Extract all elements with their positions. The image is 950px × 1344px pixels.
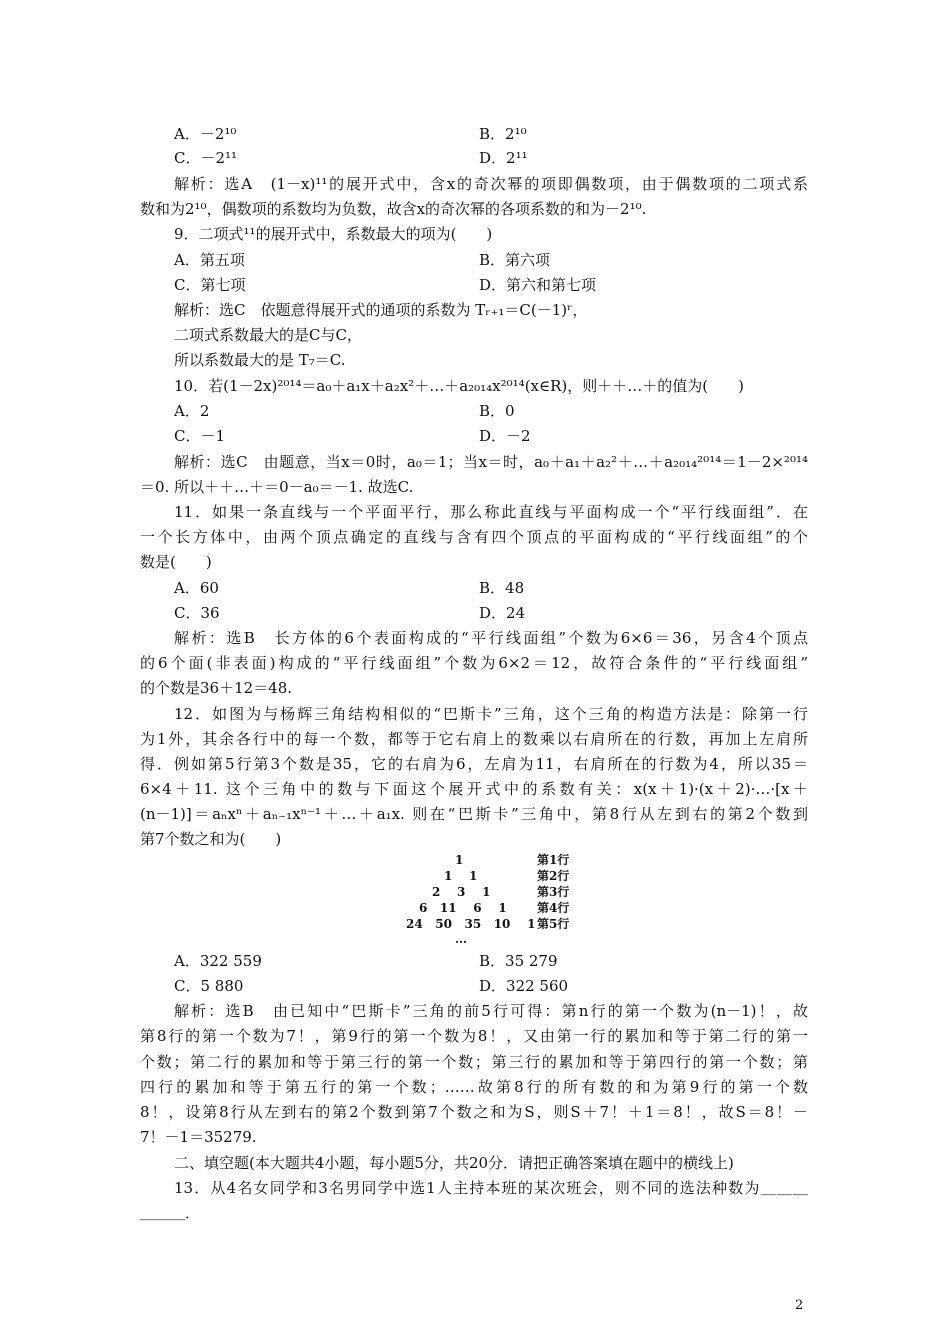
option-a: A．2 — [174, 402, 210, 420]
solution-text: 8！，设第8行从左到右的第2个数到第7个数之和为S，则S＋7！＋1＝8！，故S＝8！－ — [140, 1103, 808, 1121]
triangle-row-label: 第1行 — [537, 853, 570, 867]
option-d: D．24 — [479, 604, 526, 622]
solution-text: 数和为2¹⁰，偶数项的系数均为负数，故含x的奇次幂的各项系数的和为－2¹⁰. — [140, 200, 647, 218]
triangle-row: 1 1 — [444, 869, 478, 883]
question-12: 第7个数之和为( ) — [140, 830, 282, 848]
question-12: 为1外，其余各行中的每一个数，都等于它右肩上的数乘以右肩所在的行数，再加上左肩所 — [140, 730, 808, 748]
option-c: C．－1 — [174, 427, 226, 445]
option-c: C．第七项 — [174, 276, 246, 294]
triangle-row: 6 11 6 1 — [419, 901, 507, 915]
solution-text: 二项式系数最大的是C与C， — [174, 326, 362, 344]
question-11: 数是( ) — [140, 553, 212, 571]
option-d: D．2¹¹ — [479, 149, 528, 167]
option-d: D．－2 — [479, 427, 531, 445]
question-13: ＿＿＿． — [140, 1204, 201, 1222]
triangle-row: 1 — [455, 853, 464, 867]
triangle-row: … — [455, 932, 467, 946]
question-9: 9．二项式¹¹的展开式中，系数最大的项为( ) — [174, 225, 493, 243]
option-b: B．48 — [479, 579, 525, 597]
solution-text: 解析：选C 由题意，当x＝0时，a₀＝1；当x＝时，a₀＋a₁＋a₂²＋…＋a₂₀₁₄²⁰¹⁴＝1－2×²⁰¹⁴ — [174, 453, 808, 471]
solution-text: 解析：选B 由已知中“巴斯卡”三角的前5行可得：第n行的第一个数为(n－1)！，故 — [174, 1002, 808, 1020]
page-number: 2 — [795, 1298, 804, 1313]
solution-text: 四行的累加和等于第五行的第一个数；……故第8行的所有数的和为第9行的第一个数 — [140, 1078, 808, 1096]
solution-text: 解析：选C 依题意得展开式的通项的系数为 Tᵣ₊₁＝C(－1)ʳ， — [174, 301, 588, 319]
solution-text: 个数；第二行的累加和等于第三行的第一个数；第三行的累加和等于第四行的第一个数；第 — [140, 1053, 808, 1071]
option-b: B．0 — [479, 402, 515, 420]
option-a: A．322 559 — [174, 952, 262, 970]
option-a: A．－2¹⁰ — [174, 125, 237, 143]
question-11: 一个长方体中，由两个顶点确定的直线与含有四个顶点的平面构成的“平行线面组”的个 — [140, 528, 808, 546]
question-12: (n－1)]＝aₙxⁿ＋aₙ₋₁xⁿ⁻¹＋…＋a₁x. 则在“巴斯卡”三角中，第8行从左到右的第2个数到 — [140, 805, 808, 823]
option-b: B．35 279 — [479, 952, 558, 970]
option-d: D．322 560 — [479, 977, 569, 995]
solution-text: 解析：选B 长方体的6个表面构成的“平行线面组”个数为6×6＝36，另含4个顶点 — [174, 629, 808, 647]
question-10: 10．若(1－2x)²⁰¹⁴＝a₀＋a₁x＋a₂x²＋…＋a₂₀₁₄x²⁰¹⁴(x∈R)，则＋＋…＋的值为( ) — [174, 377, 744, 395]
solution-text: 的6个面(非表面)构成的“平行线面组”个数为6×2＝12，故符合条件的“平行线面组” — [140, 654, 808, 672]
option-c: C．36 — [174, 604, 220, 622]
option-d: D．第六和第七项 — [479, 276, 597, 294]
question-12: 6×4＋11. 这个三角中的数与下面这个展开式中的系数有关：x(x＋1)·(x＋2)·…·[x＋ — [140, 780, 808, 798]
option-b: B．第六项 — [479, 251, 551, 269]
solution-text: 解析：选A (1－x)¹¹的展开式中，含x的奇次幂的项即偶数项，由于偶数项的二项式系 — [174, 175, 808, 193]
solution-text: ＝0. 所以＋＋…＋＝0－a₀＝－1. 故选C. — [140, 478, 414, 496]
question-12: 12．如图为与杨辉三角结构相似的“巴斯卡”三角，这个三角的构造方法是：除第一行 — [174, 705, 808, 723]
option-c: C．5 880 — [174, 977, 244, 995]
triangle-row-label: 第3行 — [537, 885, 570, 899]
solution-text: 第8行的第一个数为7！，第9行的第一个数为8！，又由第一行的累加和等于第二行的第一 — [140, 1027, 808, 1045]
question-13: 13．从4名女同学和3名男同学中选1人主持本班的某次班会，则不同的选法种数为＿＿＿ — [174, 1179, 808, 1197]
option-a: A．60 — [174, 579, 219, 597]
solution-text: 的个数是36＋12＝48. — [140, 679, 293, 697]
option-c: C．－2¹¹ — [174, 149, 238, 167]
option-a: A．第五项 — [174, 251, 245, 269]
triangle-row-label: 第4行 — [537, 901, 570, 915]
triangle-row: 24 50 35 10 1 — [406, 917, 536, 931]
triangle-row-label: 第2行 — [537, 869, 570, 883]
option-b: B．2¹⁰ — [479, 125, 527, 143]
triangle-row: 2 3 1 — [432, 885, 491, 899]
solution-text: 所以系数最大的是 T₇＝C. — [174, 351, 346, 369]
triangle-row-label: 第5行 — [537, 917, 570, 931]
question-12: 得．例如第5行第3个数是35，它的右肩为6，左肩为11，右肩所在的行数为4，所以35＝ — [140, 755, 808, 773]
solution-text: 7！－1＝35279. — [140, 1128, 257, 1146]
section-heading: 二、填空题(本大题共4小题，每小题5分，共20分．请把正确答案填在题中的横线上) — [174, 1154, 734, 1172]
question-11: 11．如果一条直线与一个平面平行，那么称此直线与平面构成一个“平行线面组”．在 — [174, 503, 808, 521]
